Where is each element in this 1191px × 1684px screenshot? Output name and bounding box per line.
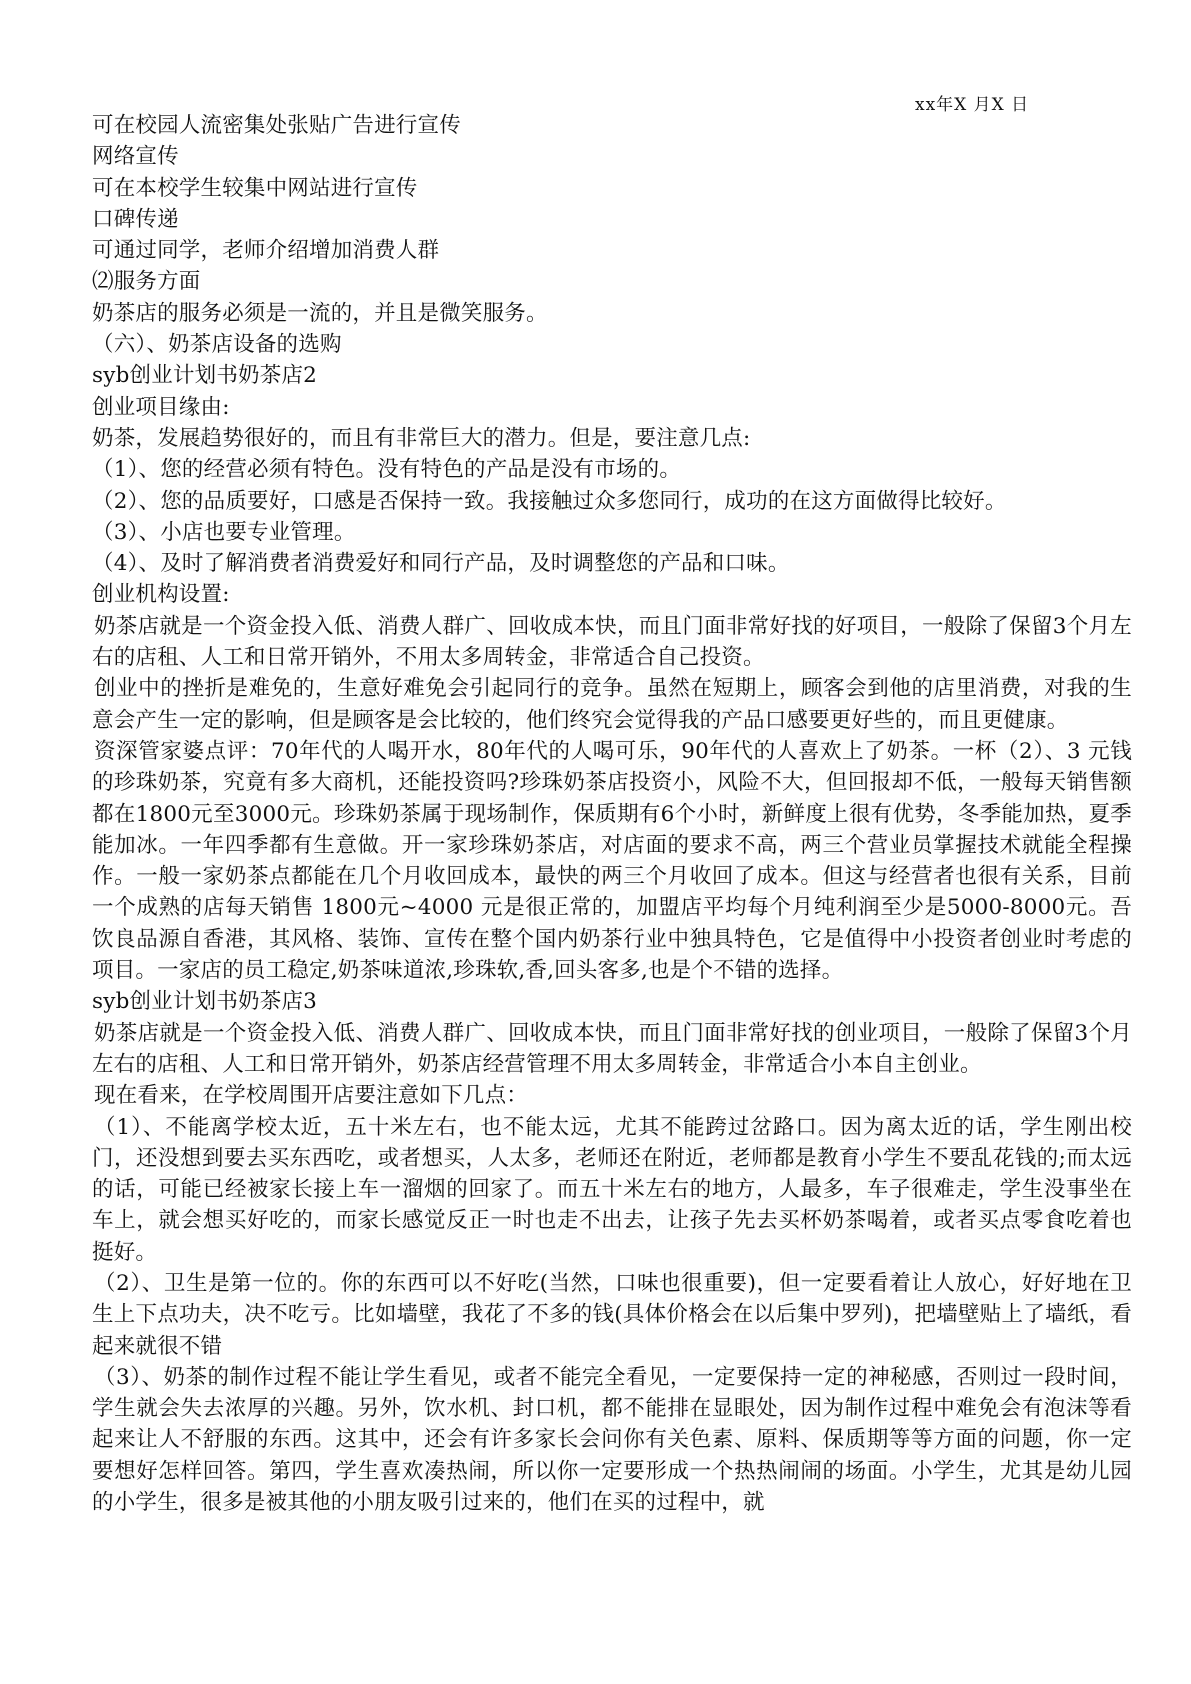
text-line: 口碑传递 [92,206,179,232]
paragraph: 创业中的挫折是难免的，生意好难免会引起同行的竞争。虽然在短期上，顾客会到他的店里消费，对我的生意会产生一定的影响，但是顾客是会比较的，他们终究会觉得我的产品口感要更好些的，而且更健康。 [92,676,1132,733]
list-item: （3）、小店也要专业管理。 [92,519,356,545]
paragraph: （3）、奶茶的制作过程不能让学生看见，或者不能完全看见，一定要保持一定的神秘感，否则过一段时间，学生就会失去浓厚的兴趣。另外，饮水机、封口机，都不能排在显眼处，因为制作过程中难免会有泡沫等看起来让人不舒服的东西。这其中，还会有许多家长会问你有关色素、原料、保质期等等方面的问题，你一定要想好怎样回答。第四，学生喜欢凑热闹，所以你一定要形成一个热热闹闹的场面。小学生，尤其是幼儿园的小学生，很多是被其他的小朋友吸引过来的，他们在买的过程中，就 [92,1364,1132,1516]
paragraph: 奶茶店就是一个资金投入低、消费人群广、回收成本快，而且门面非常好找的好项目，一般除了保留3个月左右的店租、人工和日常开销外，不用太多周转金，非常适合自己投资。 [92,613,1132,671]
list-item: （4）、及时了解消费者消费爱好和同行产品，及时调整您的产品和口味。 [92,551,790,577]
text-line: 可在本校学生较集中网站进行宣传 [92,175,418,201]
text-line: 创业机构设置: [92,582,230,608]
text-line: 创业项目缘由: [92,394,230,420]
list-item: （1）、您的经营必须有特色。没有特色的产品是没有市场的。 [92,457,682,483]
paragraph: 资深管家婆点评：70年代的人喝开水，80年代的人喝可乐，90年代的人喜欢上了奶茶。一杯（2）、3 元钱的珍珠奶茶，究竟有多大商机，还能投资吗?珍珠奶茶店投资小，风险不大，但回报却不低，一般每天销售额都在1800元至3000元。珍珠奶茶属于现场制作，保质期有6个小时，新鲜度上很有优势，冬季能加热，夏季能加冰。一年四季都有生意做。开一家珍珠奶茶店，对店面的要求不高，两三个营业员掌握技术就能全程操作。一般一家奶茶点都能在几个月收回成本，最快的两三个月收回了成本。但这与经营者也很有关系，目前一个成熟的店每天销售 1800元~4000 元是很正常的，加盟店平均每个月纯利润至少是5000-8000元。吾饮良品源自香港，其风格、装饰、宣传在整个国内奶茶行业中独具特色，它是值得中小投资者创业时考虑的项目。一家店的员工稳定,奶茶味道浓,珍珠软,香,回头客多,也是个不错的选择。 [92,738,1132,984]
text-line: 奶茶，发展趋势很好的，而且有非常巨大的潜力。但是，要注意几点: [92,425,751,451]
section-title: syb创业计划书奶茶店3 [92,989,318,1015]
text-line: 网络宣传 [92,144,179,170]
section-heading: （六）、奶茶店设备的选购 [92,332,342,358]
text-line: 可通过同学，老师介绍增加消费人群 [92,238,440,264]
paragraph: （1）、不能离学校太近，五十米左右，也不能太远，尤其不能跨过岔路口。因为离太近的话，学生刚出校门，还没想到要去买东西吃，或者想买，人太多，老师还在附近，老师都是教育小学生不要乱花钱的;而太远的话，可能已经被家长接上车一溜烟的回家了。而五十米左右的地方，人最多，车子很难走，学生没事坐在车上，就会想买好吃的，而家长感觉反正一时也走不出去，让孩子先去买杯奶茶喝着，或者买点零食吃着也挺好。 [92,1114,1132,1265]
section-title: syb创业计划书奶茶店2 [92,363,318,389]
text-line: 奶茶店的服务必须是一流的，并且是微笑服务。 [92,300,548,326]
header-date: xx年X 月X 日 [915,95,1030,115]
paragraph: （2）、卫生是第一位的。你的东西可以不好吃(当然，口味也很重要)，但一定要看着让人放心，好好地在卫生上下点功夫，决不吃亏。比如墙壁，我花了不多的钱(具体价格会在以后集中罗列)，把墙壁贴上了墙纸，看起来就很不错 [92,1270,1132,1359]
text-line: 可在校园人流密集处张贴广告进行宣传 [92,113,461,138]
text-line: ⑵服务方面 [92,269,201,295]
paragraph: 现在看来，在学校周围开店要注意如下几点： [94,1083,529,1109]
document-body [92,110,1132,1518]
paragraph: 奶茶店就是一个资金投入低、消费人群广、回收成本快，而且门面非常好找的创业项目，一般除了保留3个月左右的店租、人工和日常开销外，奶茶店经营管理不用太多周转金，非常适合小本自主创业。 [92,1020,1132,1077]
list-item: （2）、您的品质要好，口感是否保持一致。我接触过众多您同行，成功的在这方面做得比较好。 [92,488,1007,514]
